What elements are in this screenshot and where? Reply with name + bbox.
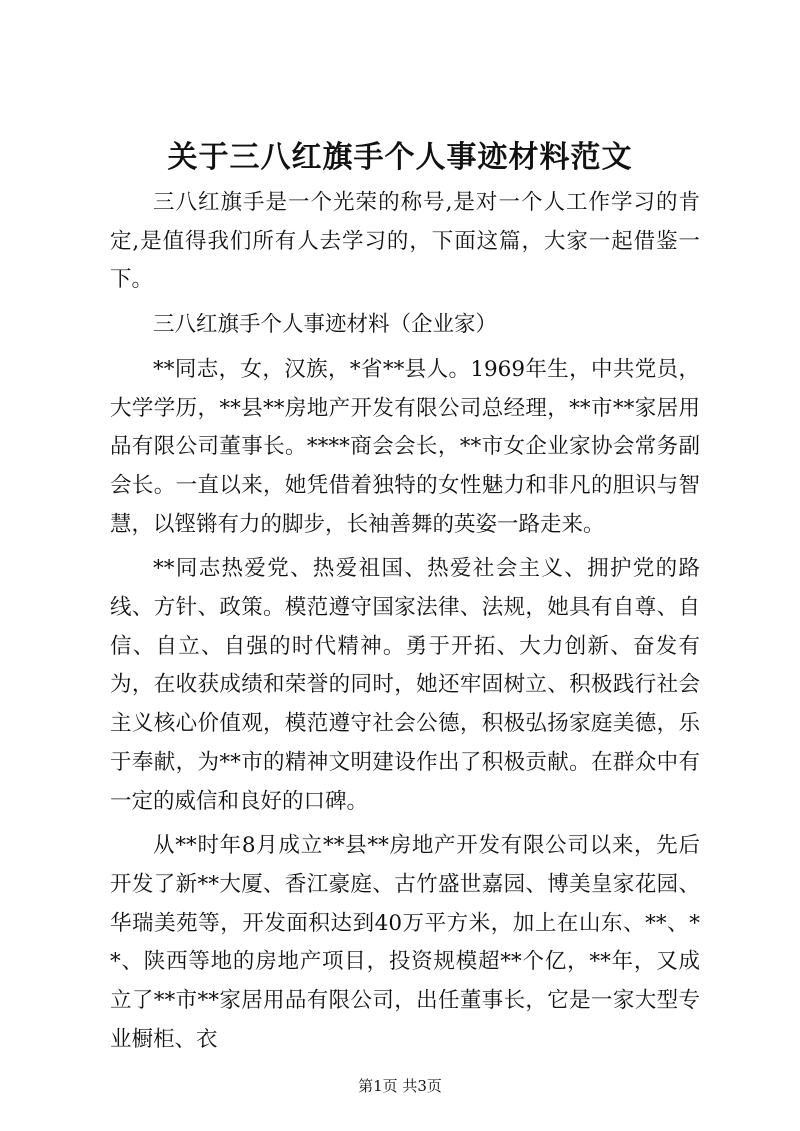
paragraph-profile: **同志，女，汉族，*省**县人。1969年生，中共党员，大学学历，**县**房地产开发有限公司总经理，**市**家居用品有限公司董事长。****商会会长，**市女企业家协会常务副会长。一直以来，她凭借着独特的女性魅力和非凡的胆识与智慧，以铿锵有力的脚步，长袖善舞的英姿一路走来。	[110, 356, 700, 537]
document-title: 关于三八红旗手个人事迹材料范文	[167, 140, 633, 175]
paragraph-intro: 三八红旗手是一个光荣的称号,是对一个人工作学习的肯定,是值得我们所有人去学习的，下面这篇，大家一起借鉴一下。	[110, 190, 700, 293]
paragraph-career: 从**时年8月成立**县**房地产开发有限公司以来，先后开发了新**大厦、香江豪庭、古竹盛世嘉园、博美皇家花园、华瑞美苑等，开发面积达到40万平方米，加上在山东、**、**、陕西等地的房地产项目，投资规模超**个亿，**年，又成立了**市**家居用品有限公司，出任董事长，它是一家大型专业橱柜、衣	[110, 833, 700, 1052]
page-number-footer: 第1页 共3页	[358, 1077, 442, 1095]
paragraph-character: **同志热爱党、热爱祖国、热爱社会主义、拥护党的路线、方针、政策。模范遵守国家法律、法规，她具有自尊、自信、自立、自强的时代精神。勇于开拓、大力创新、奋发有为，在收获成绩和荣誉的同时，她还牢固树立、积极践行社会主义核心价值观，模范遵守社会公德，积极弘扬家庭美德，乐于奉献，为**市的精神文明建设作出了积极贡献。在群众中有一定的威信和良好的口碑。	[110, 556, 700, 814]
document-body	[110, 184, 700, 1059]
paragraph-subheading: 三八红旗手个人事迹材料（企业家）	[153, 312, 498, 338]
